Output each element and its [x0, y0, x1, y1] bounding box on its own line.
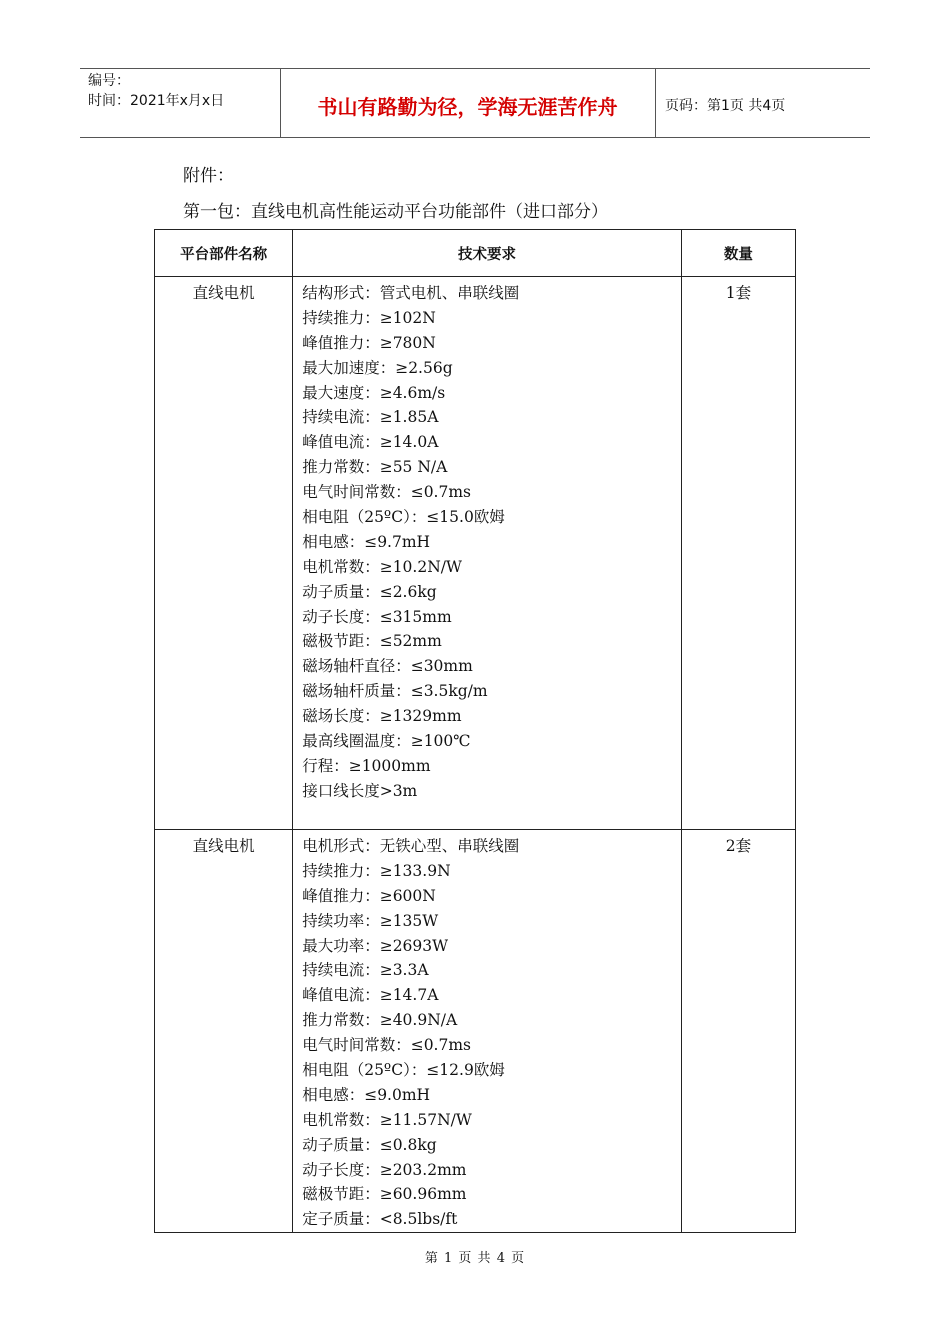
attachment-label: 附件：	[183, 166, 234, 186]
requirement-item: 最大速度：≥4.6m/s	[302, 383, 446, 402]
requirements-list	[293, 277, 682, 830]
requirements-list	[293, 830, 682, 1233]
requirement-item: 最大加速度：≥2.56g	[302, 358, 453, 377]
requirement-item: 动子长度：≤315mm	[302, 607, 452, 626]
requirement-item: 接口线长度>3m	[302, 781, 418, 800]
package-title: 第一包：直线电机高性能运动平台功能部件（进口部分）	[183, 202, 608, 222]
requirement-item: 电气时间常数：≤0.7ms	[302, 483, 471, 502]
requirement-item: 电机常数：≥11.57N/W	[302, 1110, 472, 1129]
requirement-item: 持续推力：≥133.9N	[302, 861, 451, 880]
requirement-item: 动子长度：≥203.2mm	[302, 1160, 467, 1179]
column-header-requirements: 技术要求	[293, 230, 682, 277]
requirement-item: 持续电流：≥1.85A	[302, 408, 439, 427]
header-page-info: 页码：第1页 共4页	[665, 98, 786, 114]
requirement-item: 电机常数：≥10.2N/W	[302, 557, 462, 576]
requirement-item: 持续推力：≥102N	[302, 308, 436, 327]
requirement-item: 磁极节距：≤52mm	[302, 632, 442, 651]
column-header-quantity: 数量	[681, 230, 795, 277]
part-name: 直线电机	[155, 277, 293, 830]
requirement-item: 磁场轴杆质量：≤3.5kg/m	[302, 682, 488, 701]
requirement-item: 最高线圈温度：≥100℃	[302, 732, 471, 751]
requirement-item: 动子质量：≤2.6kg	[302, 582, 437, 601]
number-label: 编号：	[88, 73, 130, 89]
part-name: 直线电机	[155, 830, 293, 1233]
requirement-item: 峰值推力：≥780N	[302, 333, 436, 352]
requirement-item: 推力常数：≥40.9N/A	[302, 1011, 458, 1030]
requirement-item: 电气时间常数：≤0.7ms	[302, 1036, 471, 1055]
header-divider	[655, 69, 656, 137]
requirement-item: 相电阻（25ºC）：≤12.9欧姆	[302, 1061, 505, 1080]
requirement-item: 结构形式：管式电机、串联线圈	[302, 284, 520, 302]
requirement-item: 持续电流：≥3.3A	[302, 961, 429, 980]
requirement-item: 持续功率：≥135W	[302, 911, 439, 930]
header-motto: 书山有路勤为径，学海无涯苦作舟	[317, 95, 618, 119]
spec-table	[154, 229, 796, 1233]
header-meta	[88, 71, 224, 111]
requirement-item: 动子质量：≤0.8kg	[302, 1135, 437, 1154]
requirement-item: 推力常数：≥55 N/A	[302, 458, 448, 477]
column-header-name: 平台部件名称	[155, 230, 293, 277]
requirement-item: 峰值电流：≥14.0A	[302, 433, 439, 452]
requirement-item: 峰值推力：≥600N	[302, 886, 436, 905]
requirement-item: 磁场长度：≥1329mm	[302, 707, 462, 726]
requirement-item: 相电感：≤9.0mH	[302, 1085, 431, 1104]
requirement-item: 磁极节距：≥60.96mm	[302, 1185, 467, 1204]
time-label: 时间：2021年x月x日	[88, 93, 225, 109]
table-row	[155, 277, 796, 830]
part-quantity: 1套	[681, 277, 795, 830]
page-footer: 第 1 页 共 4 页	[424, 1251, 526, 1266]
requirement-item: 电机形式：无铁心型、串联线圈	[302, 837, 520, 855]
requirement-item: 磁场轴杆直径：≤30mm	[302, 657, 473, 676]
requirement-item: 相电感：≤9.7mH	[302, 532, 431, 551]
requirement-item: 最大功率：≥2693W	[302, 936, 449, 955]
requirement-item: 定子质量：<8.5lbs/ft	[302, 1210, 458, 1229]
requirement-item: 相电阻（25ºC）：≤15.0欧姆	[302, 508, 505, 527]
requirement-item: 行程：≥1000mm	[302, 756, 431, 775]
table-header-row	[155, 230, 796, 277]
part-quantity: 2套	[681, 830, 795, 1233]
page-header	[80, 68, 870, 138]
requirement-item: 峰值电流：≥14.7A	[302, 986, 439, 1005]
table-row	[155, 830, 796, 1233]
